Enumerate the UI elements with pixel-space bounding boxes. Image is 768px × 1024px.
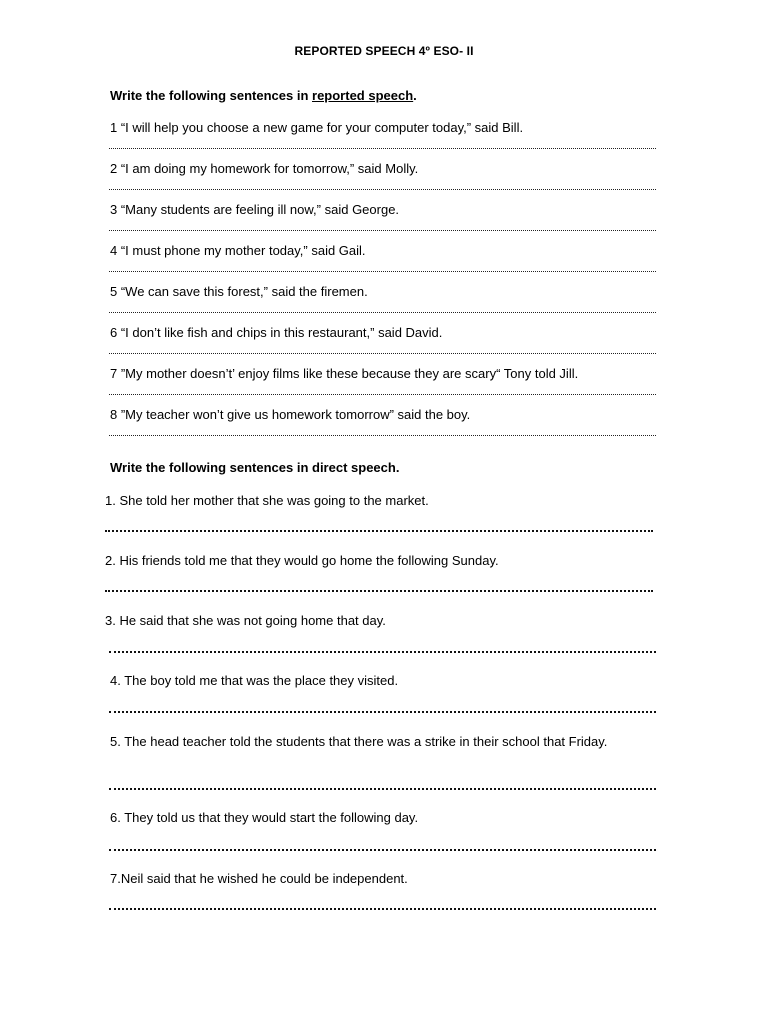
answer-line-direct-5[interactable] [109, 788, 656, 790]
reported-item-1: 1 “I will help you choose a new game for your computer today,” said Bill. [110, 120, 524, 135]
direct-item-7: 7.Neil said that he wished he could be independent. [110, 871, 408, 886]
reported-item-6: 6 “I don’t like fish and chips in this restaurant,” said David. [110, 325, 443, 340]
reported-item-4: 4 “I must phone my mother today,” said Gail. [110, 243, 366, 258]
section1-heading-post: . [413, 88, 417, 103]
reported-item-3: 3 “Many students are feeling ill now,” said George. [110, 202, 400, 217]
answer-line-reported-3[interactable] [109, 230, 656, 231]
answer-line-reported-7[interactable] [109, 394, 656, 395]
answer-line-direct-2[interactable] [105, 590, 653, 592]
direct-item-4: 4. The boy told me that was the place they visited. [110, 673, 399, 688]
page-title: REPORTED SPEECH 4º ESO- II [294, 44, 474, 58]
section1-heading-pre: Write the following sentences in [110, 88, 313, 103]
reported-item-5: 5 “We can save this forest,” said the firemen. [110, 284, 368, 299]
section1-heading [110, 88, 417, 103]
answer-line-reported-8[interactable] [109, 435, 656, 436]
answer-line-reported-2[interactable] [109, 189, 656, 190]
direct-item-3: 3. He said that she was not going home that day. [105, 613, 386, 628]
reported-item-2: 2 “I am doing my homework for tomorrow,” said Molly. [110, 161, 419, 176]
answer-line-direct-4[interactable] [109, 711, 656, 713]
answer-line-direct-1[interactable] [105, 530, 653, 532]
section2-heading: Write the following sentences in direct speech. [110, 460, 400, 475]
answer-line-reported-5[interactable] [109, 312, 656, 313]
section1-heading-link: reported speech [312, 88, 414, 103]
answer-line-reported-4[interactable] [109, 271, 656, 272]
direct-item-6: 6. They told us that they would start the following day. [110, 810, 419, 825]
answer-line-reported-1[interactable] [109, 148, 656, 149]
answer-line-direct-6[interactable] [109, 849, 656, 851]
answer-line-reported-6[interactable] [109, 353, 656, 354]
direct-item-5: 5. The head teacher told the students that there was a strike in their school that Friday. [110, 734, 608, 749]
direct-item-2: 2. His friends told me that they would go home the following Sunday. [105, 553, 499, 568]
reported-item-8: 8 ”My teacher won’t give us homework tomorrow” said the boy. [110, 407, 471, 422]
answer-line-direct-7[interactable] [109, 908, 656, 910]
direct-item-1: 1. She told her mother that she was going to the market. [105, 493, 429, 508]
answer-line-direct-3[interactable] [109, 651, 656, 653]
reported-item-7: 7 ”My mother doesn’t’ enjoy films like these because they are scary“ Tony told Jill. [110, 366, 579, 381]
